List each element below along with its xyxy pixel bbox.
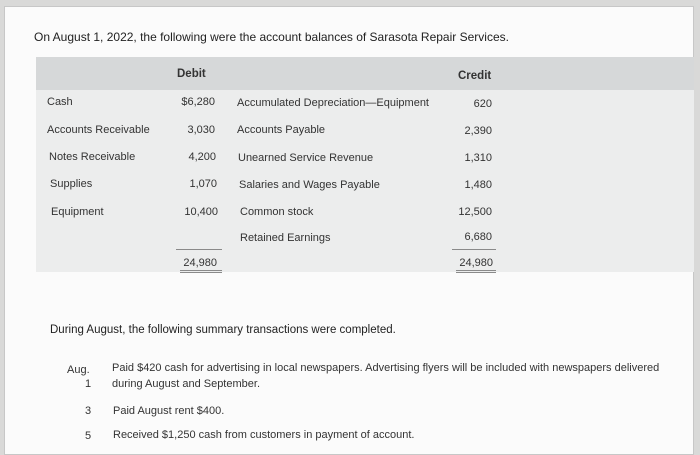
transaction-1-line-1: Paid $420 cash for advertising in local newspapers. Advertising flyers will be included with newspapers delivered (112, 362, 660, 374)
transactions-intro: During August, the following summary transactions were completed. (50, 324, 396, 336)
transaction-1-line-2: during August and September. (112, 378, 260, 390)
debit-account-notes-receivable: Notes Receivable (49, 151, 136, 163)
debit-amount-supplies: 1,070 (189, 178, 217, 190)
debit-amount-cash: $6,280 (181, 96, 215, 108)
transaction-day-1: 1 (84, 378, 92, 390)
debit-total-rule (176, 249, 222, 250)
credit-amount-accounts-payable: 2,390 (464, 125, 492, 137)
credit-account-accumulated-depreciation: Accumulated Depreciation—Equipment (237, 97, 429, 109)
credit-amount-common-stock: 12,500 (458, 206, 492, 218)
debit-account-cash: Cash (47, 96, 73, 108)
credit-total-double-rule (456, 270, 496, 273)
debit-total-double-rule (180, 270, 222, 273)
debit-account-accounts-receivable: Accounts Receivable (47, 124, 150, 136)
debit-amount-accounts-receivable: 3,030 (187, 124, 215, 136)
debit-account-equipment: Equipment (51, 206, 104, 218)
credit-account-accounts-payable: Accounts Payable (237, 124, 326, 136)
debit-header: Debit (177, 68, 206, 80)
credit-amount-accumulated-depreciation: 620 (473, 98, 492, 110)
table-header-band (36, 57, 694, 90)
credit-amount-retained-earnings: 6,680 (464, 231, 492, 243)
transaction-month: Aug. (67, 364, 90, 376)
credit-total: 24,980 (459, 257, 493, 269)
page-title: On August 1, 2022, the following were the account balances of Sarasota Repair Services. (34, 30, 509, 44)
transaction-day-5: 5 (84, 430, 92, 442)
credit-account-salaries-wages-payable: Salaries and Wages Payable (239, 179, 380, 191)
debit-account-supplies: Supplies (50, 178, 93, 190)
credit-account-unearned-service-revenue: Unearned Service Revenue (238, 152, 374, 164)
debit-total: 24,980 (183, 257, 217, 269)
credit-amount-salaries-wages-payable: 1,480 (464, 179, 492, 191)
credit-account-common-stock: Common stock (240, 206, 314, 218)
debit-amount-notes-receivable: 4,200 (188, 151, 216, 163)
transaction-day-3: 3 (84, 405, 92, 417)
credit-total-rule (452, 249, 496, 250)
credit-account-retained-earnings: Retained Earnings (240, 232, 331, 244)
transaction-5-line-1: Received $1,250 cash from customers in payment of account. (113, 429, 415, 441)
transaction-3-line-1: Paid August rent $400. (113, 405, 225, 417)
debit-amount-equipment: 10,400 (184, 206, 218, 218)
credit-amount-unearned-service-revenue: 1,310 (464, 152, 492, 164)
credit-header: Credit (458, 70, 492, 82)
